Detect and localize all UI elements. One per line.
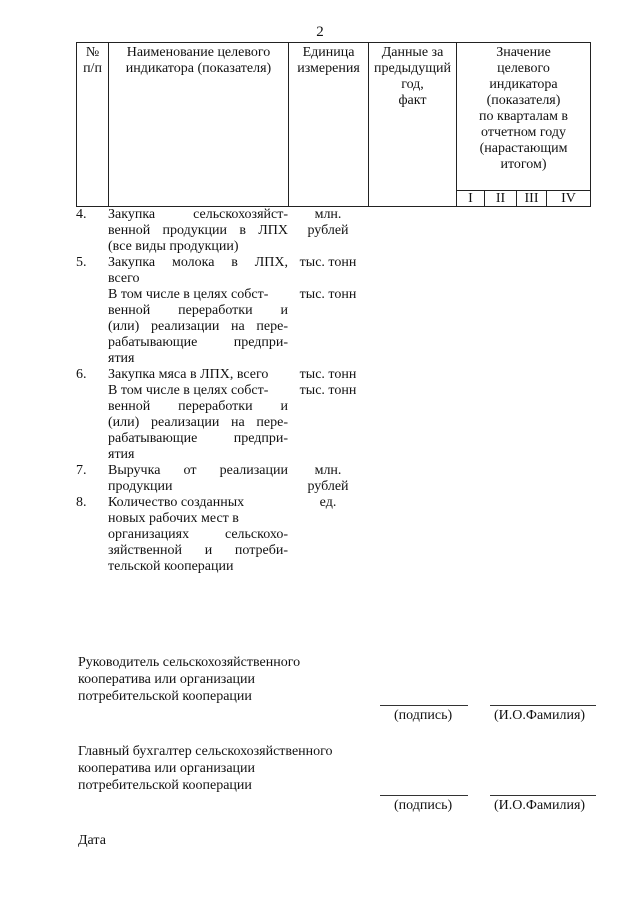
row-unit: тыс. тонн тыс. тонн (299, 367, 357, 398)
row-number: 8. (76, 495, 87, 510)
quarter-4: IV (547, 191, 591, 207)
row-indicator-name: Закупка мяса в ЛПХ, всего В том числе в целях собст- венной переработки и (или) реализации на пере- рабатывающие предпри- ятия (108, 367, 288, 462)
row-number (76, 287, 108, 367)
row-indicator-name: Закупка молока в ЛПХ, всего (108, 255, 288, 286)
row-number: 5. (76, 255, 87, 270)
row-number: 4. (76, 207, 87, 222)
quarter-3: III (517, 191, 547, 207)
quarter-2: II (485, 191, 517, 207)
table-row (76, 255, 590, 287)
row-number: 7. (76, 463, 87, 478)
row-indicator-name: Закупка сельскохозяйст- венной продукции в ЛПХ (все виды продукции) (108, 207, 288, 254)
row-unit: ед. (319, 495, 337, 510)
indicator-table-header (76, 42, 590, 205)
signature-title-accountant: Главный бухгалтер сельскохозяйственного кооператива или организации потребительской кооперации (78, 744, 333, 793)
row-indicator-name: Количество созданных новых рабочих мест в организациях сельскохо- зяйственной и потреби- тельской кооперации (108, 495, 288, 574)
table-row (76, 463, 590, 495)
row-unit: млн. рублей (307, 207, 349, 238)
name-line-director (490, 705, 596, 706)
signature-line-accountant (380, 795, 468, 796)
row-number: 6. (76, 367, 87, 382)
header-num: № п/п (77, 43, 109, 207)
row-unit: млн. рублей (307, 463, 349, 494)
indicator-rows (76, 207, 590, 575)
row-indicator-name: В том числе в целях собст- венной переработки и (или) реализации на пере- рабатывающие предпри- ятия (108, 287, 288, 366)
header-value: Значение целевого индикатора (показателя) по кварталам в отчетном году (нарастающим итогом) (457, 43, 591, 191)
row-unit: тыс. тонн (299, 255, 357, 270)
header-name: Наименование целевого индикатора (показателя) (109, 43, 289, 207)
sign-label-director: (подпись) (394, 708, 453, 723)
header-prev-year: Данные за предыдущий год, факт (369, 43, 457, 207)
sign-label-accountant: (подпись) (394, 798, 453, 813)
name-line-accountant (490, 795, 596, 796)
row-indicator-name: Выручка от реализации продукции (108, 463, 288, 494)
row-unit: тыс. тонн (299, 287, 357, 302)
signature-title-director: Руководитель сельскохозяйственного кооператива или организации потребительской кооперации (78, 655, 301, 704)
table-row (76, 287, 590, 367)
signature-line-director (380, 705, 468, 706)
quarter-1: I (457, 191, 485, 207)
page-number: 2 (316, 24, 324, 40)
table-row (76, 207, 590, 255)
date-label: Дата (78, 833, 106, 848)
name-label-director: (И.О.Фамилия) (494, 708, 586, 723)
table-row (76, 495, 590, 575)
header-unit: Единица измерения (289, 43, 369, 207)
table-row (76, 367, 590, 463)
name-label-accountant: (И.О.Фамилия) (494, 798, 586, 813)
